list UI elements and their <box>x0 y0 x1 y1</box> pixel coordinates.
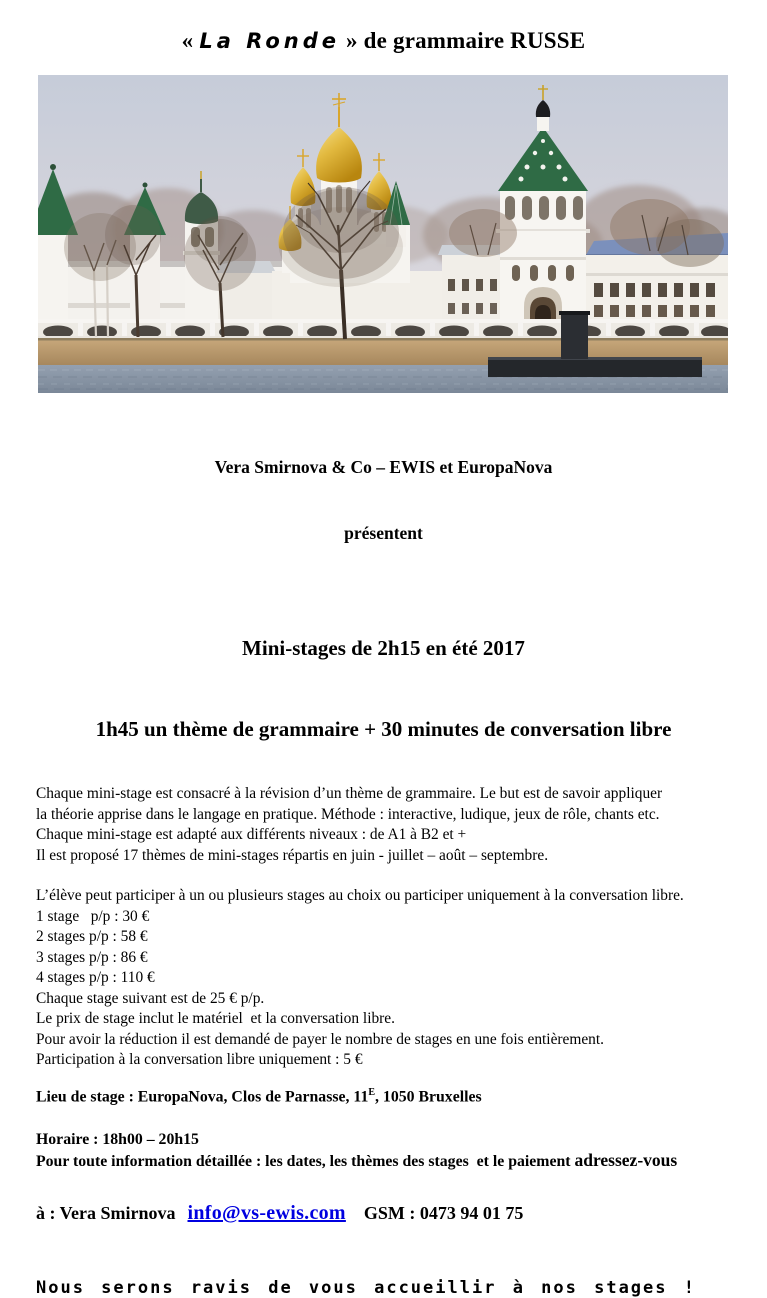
title-la-ronde: La Ronde <box>199 29 340 53</box>
venue-prefix: Lieu de stage : EuropaNova, Clos de Parnasse, 11 <box>36 1087 369 1105</box>
details-section <box>36 1082 741 1195</box>
price-2-stages: 2 stages p/p : 58 € <box>36 928 148 945</box>
monastery-photo <box>38 75 728 393</box>
page-title <box>0 28 767 54</box>
presenter-verb: présentent <box>344 523 423 543</box>
price-4-stages: 4 stages p/p : 110 € <box>36 969 155 986</box>
pricing-intro: L’élève peut participer à un ou plusieurs stages au choix ou participer uniquement à la conversation libre. <box>36 887 684 904</box>
presenter-line: Vera Smirnova & Co – EWIS et EuropaNova <box>214 457 553 477</box>
info-prefix: Pour toute information détaillée : les dates, les thèmes des stages et le paiement <box>36 1153 575 1171</box>
title-quote-close: » <box>346 28 358 53</box>
price-following: Chaque stage suivant est de 25 € p/p. <box>36 989 265 1007</box>
price-conversation: Participation à la conversation libre uniquement : 5 € <box>36 1051 363 1068</box>
main-heading <box>0 581 767 770</box>
monastery-photo-illustration <box>38 75 728 393</box>
spacer <box>36 866 741 886</box>
price-1-stage: 1 stage p/p : 30 € <box>36 907 150 925</box>
embankment-fence <box>38 319 728 339</box>
schedule-line: Horaire : 18h00 – 20h15 <box>36 1130 199 1148</box>
heading-line-2: 1h45 un thème de grammaire + 30 minutes de conversation libre <box>95 717 672 741</box>
title-rest: de grammaire RUSSE <box>357 28 586 53</box>
venue-line <box>36 1082 741 1129</box>
email-link[interactable]: info@vs-ewis.com <box>187 1202 346 1225</box>
body-text <box>36 784 741 1244</box>
price-includes: Le prix de stage inclut le matériel et la conversation libre. <box>36 1010 395 1027</box>
spacer <box>36 1071 741 1082</box>
contact-name: à : Vera Smirnova <box>36 1203 176 1224</box>
title-quote-open: « <box>181 28 194 53</box>
heading-line-1: Mini-stages de 2h15 en été 2017 <box>242 636 525 660</box>
intro-line-1: Chaque mini-stage est consacré à la révision d’un thème de grammaire. Le but est de savoir appliquer <box>36 785 663 802</box>
presenter-block <box>0 412 767 566</box>
info-line <box>36 1150 741 1194</box>
intro-line-2: la théorie apprise dans le langage en pratique. Méthode : interactive, ludique, jeux de rôle, chants etc. <box>36 805 660 823</box>
price-reduction: Pour avoir la réduction il est demandé de payer le nombre de stages en une fois entièrement. <box>36 1030 604 1048</box>
price-3-stages: 3 stages p/p : 86 € <box>36 948 148 966</box>
embankment-edge <box>38 338 728 341</box>
gsm-number: GSM : 0473 94 01 75 <box>363 1203 524 1224</box>
closing-message: Nous serons ravis de vous accueillir à nos stages ! <box>36 1278 696 1298</box>
info-suffix: adressez-vous <box>574 1150 678 1171</box>
venue-suffix: , 1050 Bruxelles <box>375 1087 482 1105</box>
contact-line <box>36 1203 741 1244</box>
venue-superscript: E <box>368 1086 376 1098</box>
intro-line-4: Il est proposé 17 thèmes de mini-stages répartis en juin - juillet – août – septembre. <box>36 846 549 864</box>
intro-line-3: Chaque mini-stage est adapté aux différents niveaux : de A1 à B2 et + <box>36 826 467 843</box>
